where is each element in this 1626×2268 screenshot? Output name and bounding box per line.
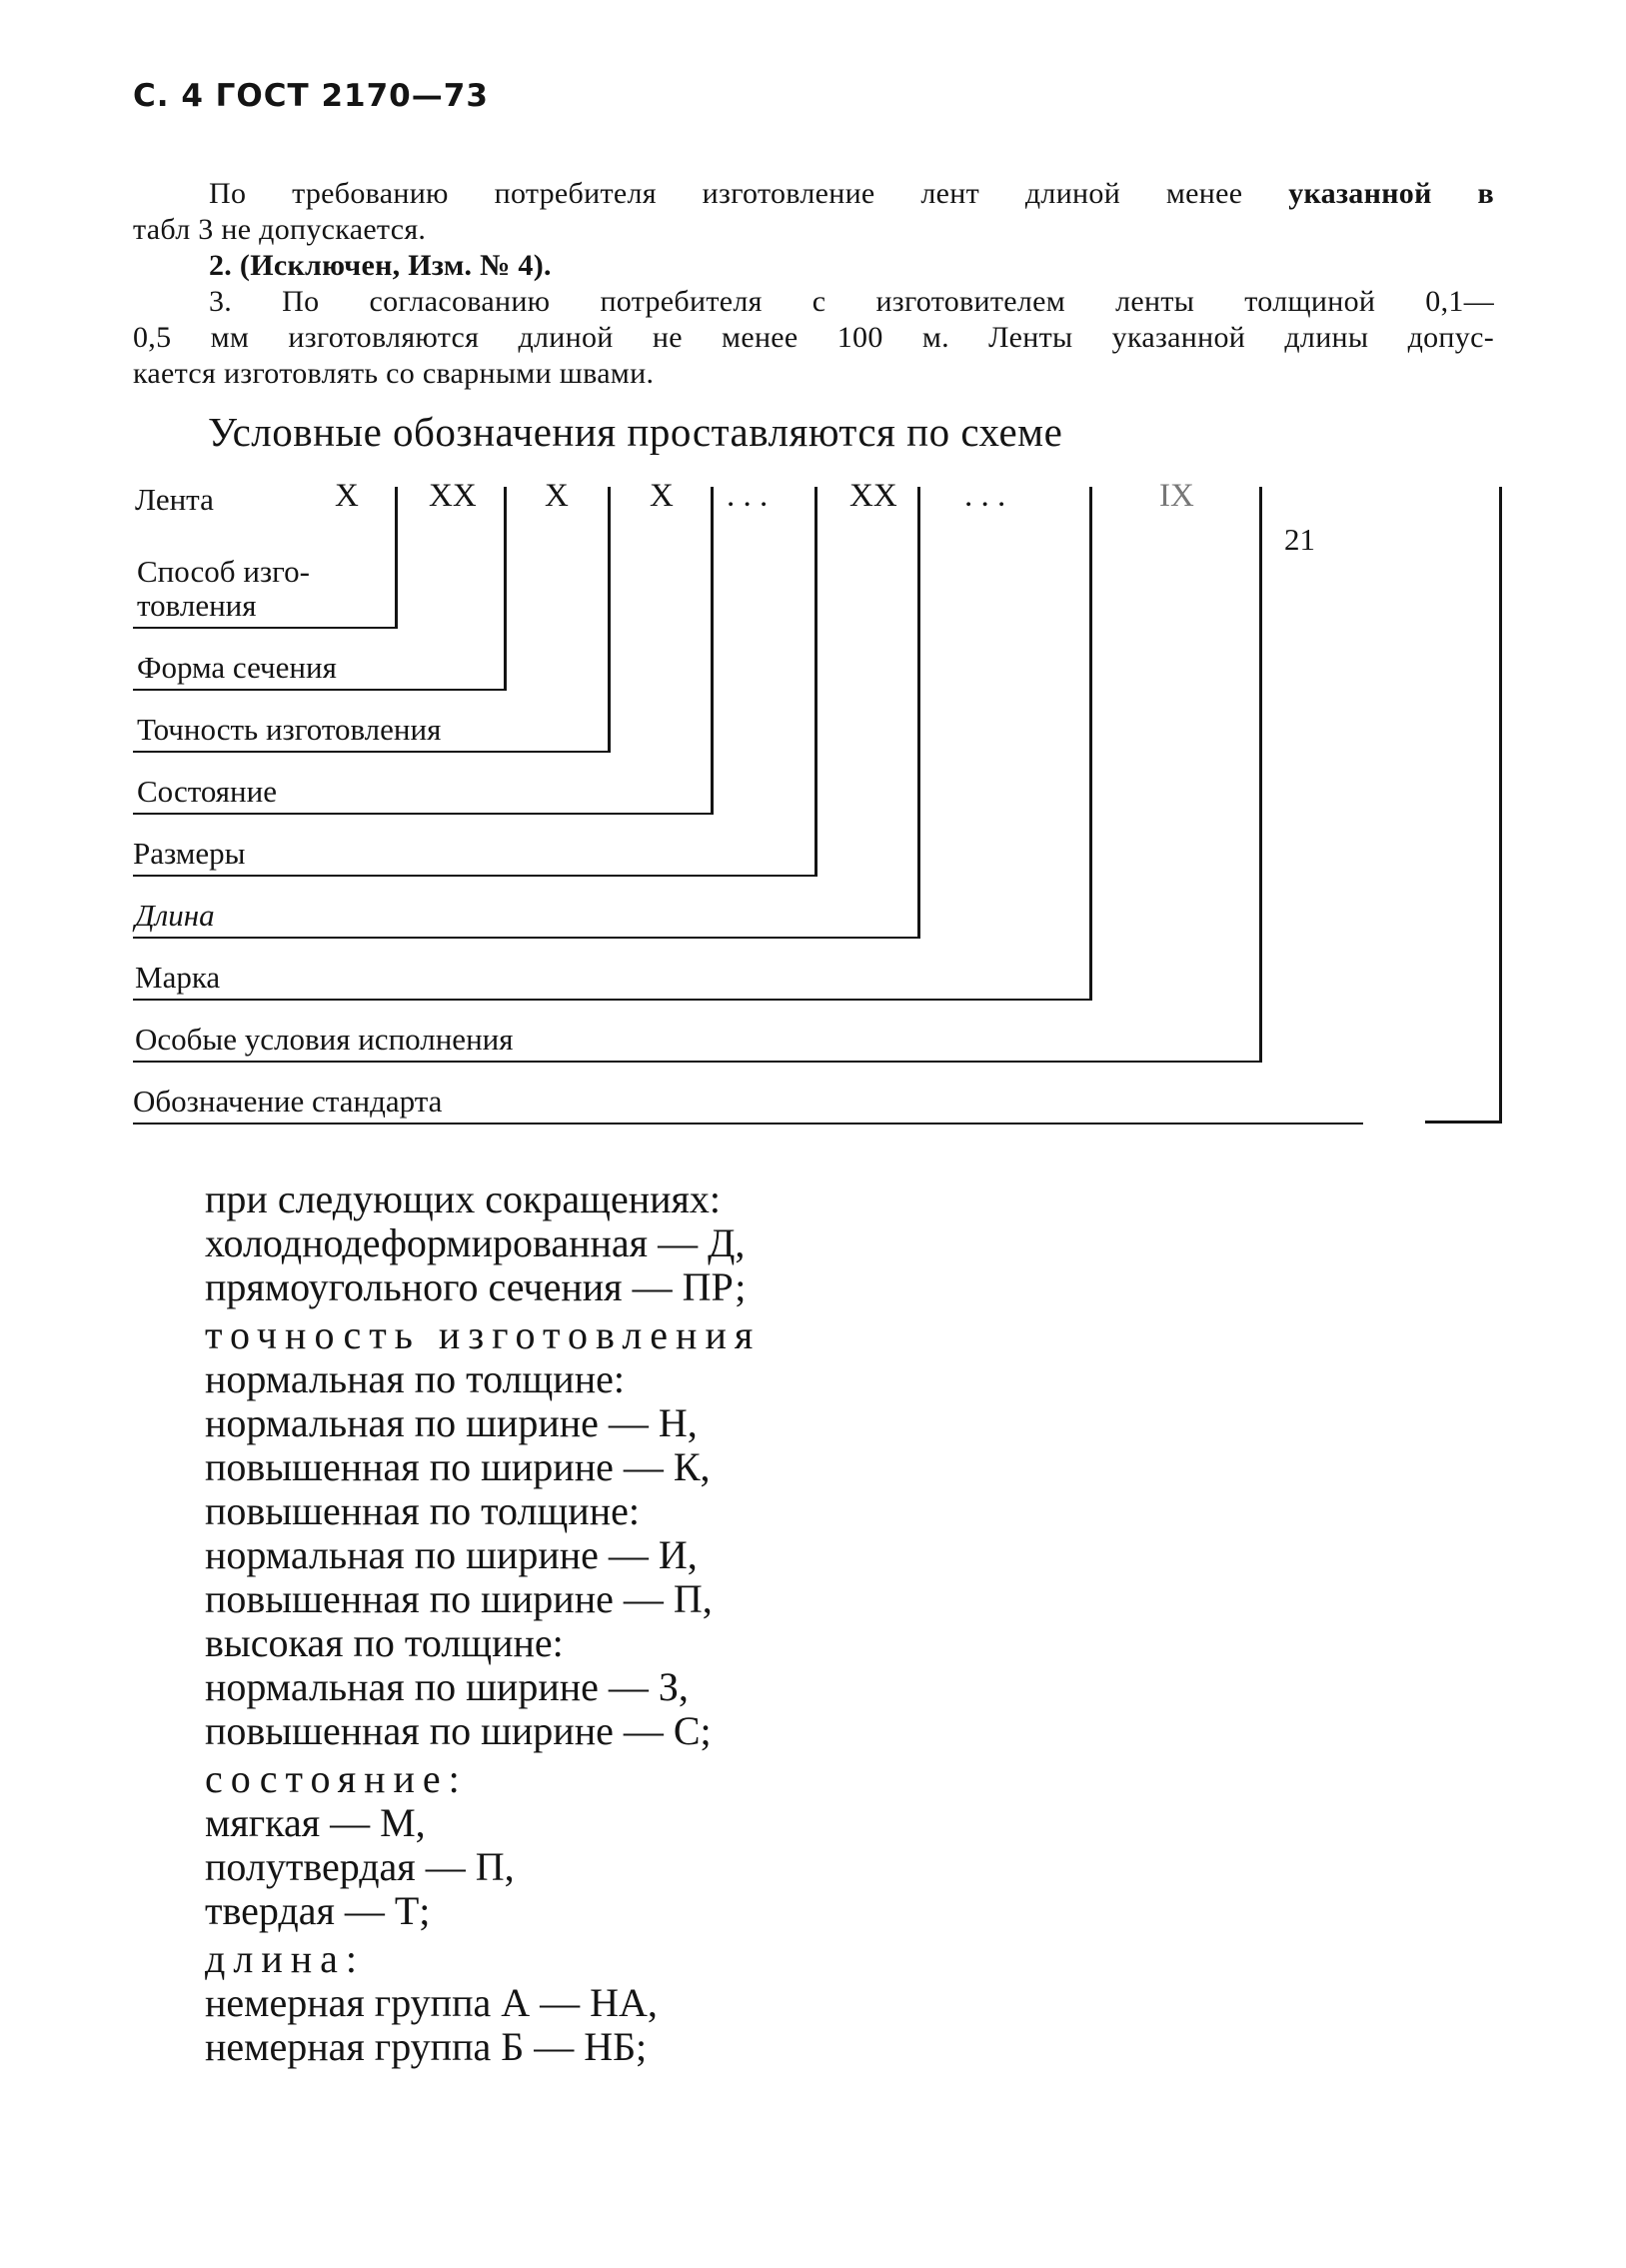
scheme-connector [1499, 487, 1502, 1124]
paragraph-agreement [133, 284, 1494, 392]
list-item: при следующих сокращениях: [205, 1176, 722, 1221]
scheme-connector [504, 487, 507, 691]
scheme-underline [133, 999, 1089, 1001]
list-item: нормальная по толщине: [205, 1356, 625, 1401]
list-item: повышенная по ширине — П, [205, 1576, 713, 1621]
list-item: повышенная по ширине — К, [205, 1444, 711, 1489]
label-method: Способ изго- [137, 554, 310, 589]
list-item: немерная группа А — НА, [205, 1980, 658, 2025]
list-item: повышенная по толщине: [205, 1488, 640, 1533]
code-method: X [335, 478, 359, 514]
label-grade: Марка [135, 960, 221, 995]
scheme-connector [1089, 487, 1092, 1001]
label-accuracy: Точность изготовления [137, 712, 442, 747]
scheme-underline [133, 1123, 1363, 1125]
scheme-connector [1259, 487, 1262, 1063]
scheme-connector [608, 487, 611, 753]
scheme-underline [133, 689, 504, 691]
list-item: нормальная по ширине — З, [205, 1664, 689, 1709]
scheme-connector [395, 487, 398, 629]
code-section: XX [429, 478, 477, 514]
list-heading: длина: [205, 1936, 365, 1981]
list-heading: точность изготовления [205, 1312, 762, 1357]
code-accuracy: X [545, 478, 569, 514]
scheme-underline [133, 751, 608, 753]
list-item: мягкая — М, [205, 1800, 426, 1845]
abbreviations-list [205, 1177, 761, 2069]
paragraph-line: По требованию потребителя изготовление лент длиной менее указанной в [209, 177, 1494, 210]
scheme-underline [133, 875, 814, 877]
page-header: С. 4 ГОСТ 2170—73 [133, 78, 489, 114]
code-sizes: . . . [727, 478, 769, 514]
label-length: Длина [135, 898, 215, 933]
list-item: нормальная по ширине — Н, [205, 1400, 698, 1445]
scheme-connector [814, 487, 817, 877]
paragraph-length-requirement [133, 176, 1494, 248]
paragraph-line: 3. По согласованию потребителя с изготовителем ленты толщиной 0,1— [209, 285, 1494, 318]
code-state: X [650, 478, 674, 514]
scheme-title: Условные обозначения проставляются по схеме [208, 409, 1063, 455]
list-item: полутвердая — П, [205, 1844, 515, 1889]
label-state: Состояние [137, 774, 277, 809]
scheme-underline [133, 1061, 1259, 1063]
label-section: Форма сечения [137, 650, 337, 685]
label-method-cont: товления [137, 588, 257, 623]
list-item: прямоугольного сечения — ПР; [205, 1264, 747, 1309]
scheme-connector [711, 487, 714, 815]
scheme-underline [133, 627, 395, 629]
scheme-underline [133, 937, 917, 939]
paragraph-excluded: 2. (Исключен, Изм. № 4). [209, 249, 552, 282]
label-standard: Обозначение стандарта [133, 1084, 443, 1119]
list-heading: состояние: [205, 1756, 468, 1801]
standard-number: 21 [1284, 522, 1315, 557]
label-special: Особые условия исполнения [135, 1022, 514, 1057]
paragraph-line: 0,5 мм изготовляются длиной не менее 100 м. Ленты указанной длины допус- [133, 321, 1494, 354]
code-grade: . . . [964, 478, 1006, 514]
scheme-connector [917, 487, 920, 939]
list-item: холоднодеформированная — Д, [205, 1220, 746, 1265]
list-item: повышенная по ширине — С; [205, 1708, 712, 1753]
list-item: высокая по толщине: [205, 1620, 564, 1665]
paragraph-line: кается изготовлять со сварными швами. [133, 357, 655, 390]
list-item: немерная группа Б — НБ; [205, 2024, 648, 2069]
list-item: твердая — Т; [205, 1888, 431, 1933]
scheme-underline [1425, 1121, 1501, 1124]
product-name: Лента [135, 482, 214, 517]
scheme-underline [133, 813, 711, 815]
label-sizes: Размеры [133, 836, 246, 871]
code-length: XX [849, 478, 897, 514]
paragraph-line: табл 3 не допускается. [133, 213, 427, 246]
list-item: нормальная по ширине — И, [205, 1532, 698, 1577]
code-special: IX [1159, 478, 1194, 514]
